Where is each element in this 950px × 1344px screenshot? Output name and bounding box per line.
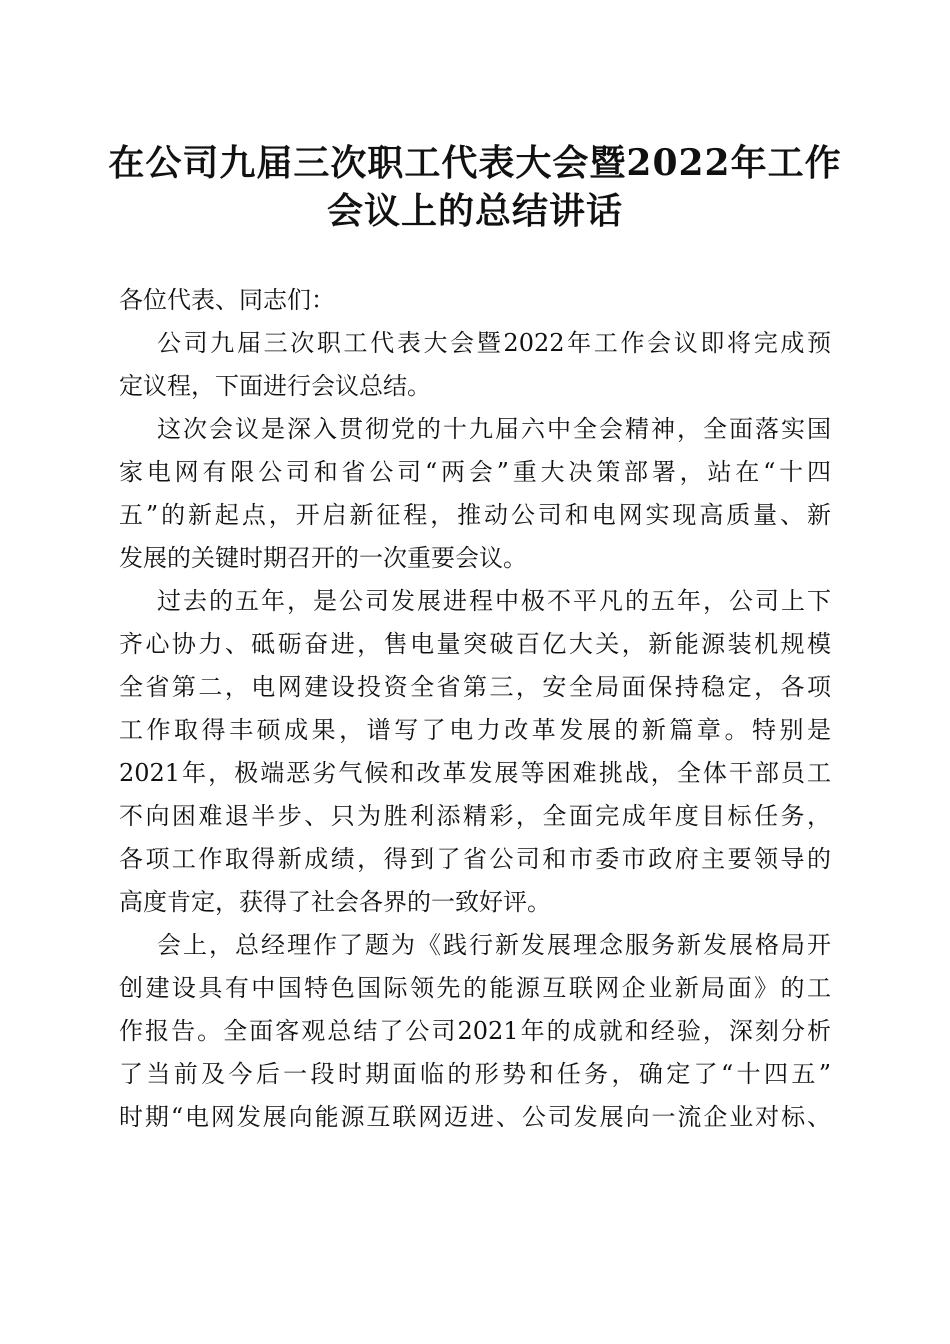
paragraph-line: 作报告。全面客观总结了公司2021年的成就和经验，深刻分析 (119, 1017, 831, 1045)
paragraph-line: 定议程，下面进行会议总结。 (119, 372, 431, 400)
paragraph-line: 全省第二，电网建设投资全省第三，安全局面保持稳定，各项 (119, 673, 831, 701)
paragraph-line: 2021年，极端恶劣气候和改革发展等困难挑战，全体干部员工 (119, 759, 831, 787)
paragraph-line: 发展的关键时期召开的一次重要会议。 (119, 544, 527, 572)
paragraph-line: 时期“电网发展向能源互联网迈进、公司发展向一流企业对标、 (119, 1103, 831, 1131)
paragraph-line: 了当前及今后一段时期面临的形势和任务，确定了“十四五” (119, 1060, 831, 1088)
paragraph (119, 322, 831, 408)
paragraph-line: 各项工作取得新成绩，得到了省公司和市委市政府主要领导的 (119, 845, 831, 873)
document-body (119, 279, 831, 1139)
paragraph-line: 会上，总经理作了题为《践行新发展理念服务新发展格局开 (157, 931, 831, 959)
paragraph-line: 齐心协力、砥砺奋进，售电量突破百亿大关，新能源装机规模 (119, 630, 831, 658)
paragraph-line: 不向困难退半步、只为胜利添精彩，全面完成年度目标任务， (119, 802, 831, 830)
title-line: 在公司九届三次职工代表大会暨2022年工作 (108, 142, 842, 184)
paragraph-line: 这次会议是深入贯彻党的十九届六中全会精神，全面落实国 (157, 415, 831, 443)
paragraph-line: 公司九届三次职工代表大会暨2022年工作会议即将完成预 (157, 329, 831, 357)
salutation: 各位代表、同志们： (119, 286, 335, 314)
paragraph-line: 创建设具有中国特色国际领先的能源互联网企业新局面》的工 (119, 974, 831, 1002)
paragraph-line: 五”的新起点，开启新征程，推动公司和电网实现高质量、新 (119, 501, 831, 529)
paragraph-line: 高度肯定，获得了社会各界的一致好评。 (119, 888, 551, 916)
paragraph (119, 924, 831, 1139)
paragraph (119, 580, 831, 924)
title-line: 会议上的总结讲话 (326, 190, 623, 232)
paragraph (119, 408, 831, 580)
paragraph-line: 家电网有限公司和省公司“两会”重大决策部署，站在“十四 (119, 458, 831, 486)
paragraph-line: 过去的五年，是公司发展进程中极不平凡的五年，公司上下 (157, 587, 831, 615)
document-title (0, 139, 950, 235)
paragraph-line: 工作取得丰硕成果，谱写了电力改革发展的新篇章。特别是 (119, 716, 831, 744)
